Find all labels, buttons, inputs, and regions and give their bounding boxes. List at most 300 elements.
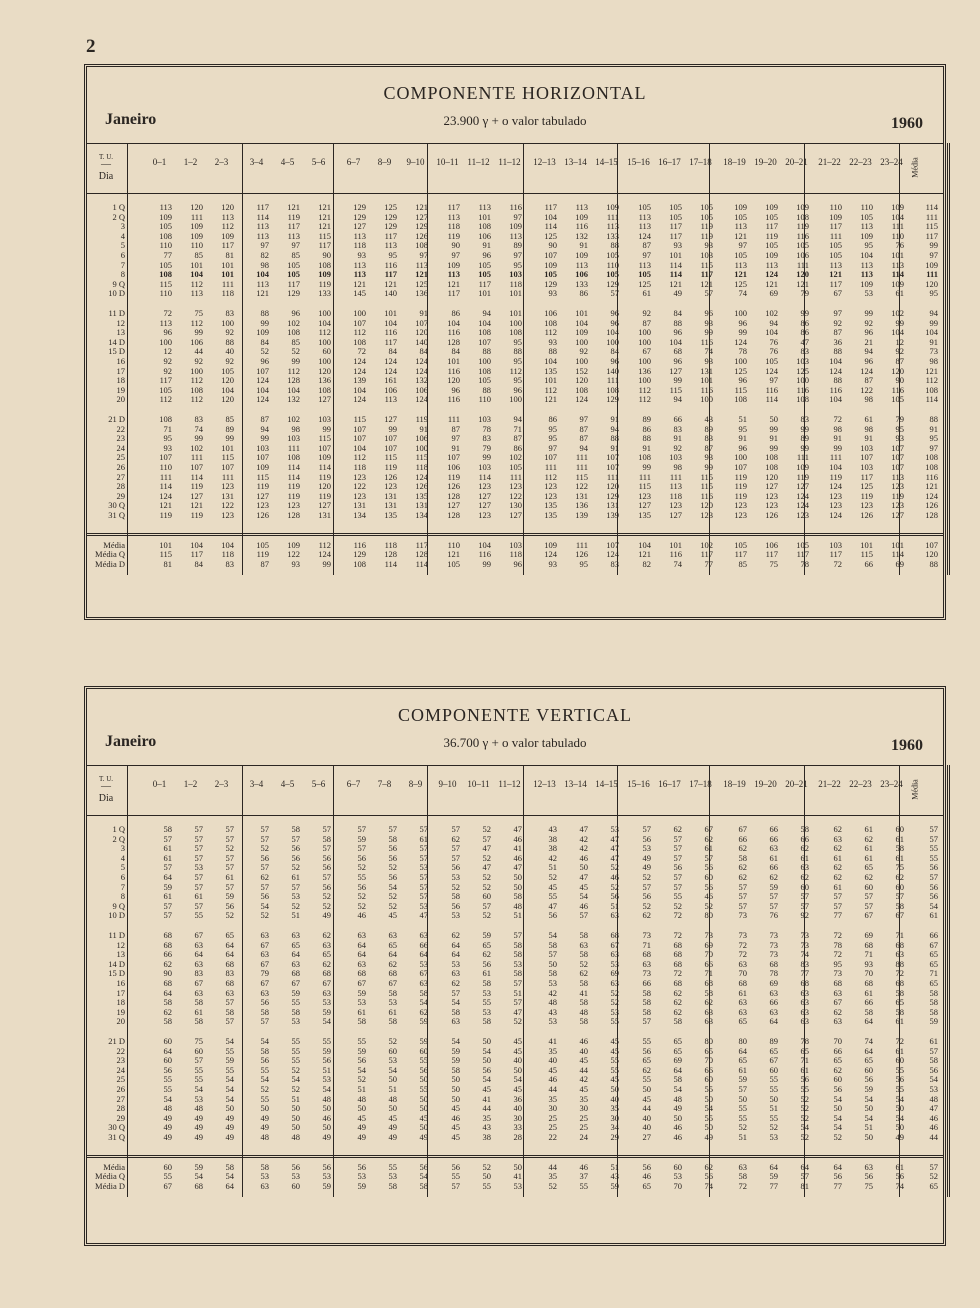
- table-cell: 84: [260, 336, 269, 347]
- table-cell: 81: [225, 249, 234, 260]
- table-cell: 67: [642, 346, 651, 357]
- table-cell: 100: [638, 327, 651, 338]
- table-cell: 40: [579, 1045, 588, 1056]
- table-cell: 57: [642, 1016, 651, 1027]
- table-cell: 113: [415, 259, 428, 270]
- summary-cell: 54: [419, 1171, 428, 1182]
- table-cell: 57: [451, 987, 460, 998]
- summary-cell: 106: [765, 539, 778, 550]
- summary-column: [749, 541, 778, 570]
- table-cell: 64: [451, 949, 460, 960]
- table-cell: 129: [544, 278, 557, 289]
- value-column: [718, 309, 747, 405]
- table-cell: 57: [163, 862, 172, 873]
- table-cell: 58: [451, 891, 460, 902]
- column-rule: [947, 143, 950, 575]
- table-cell: 59: [451, 1045, 460, 1056]
- table-cell: 57: [642, 824, 651, 834]
- table-cell: 136: [638, 365, 651, 376]
- table-cell: 113: [478, 202, 491, 212]
- table-cell: 119: [159, 509, 172, 520]
- table-cell: 145: [353, 288, 366, 299]
- summary-cell: 53: [357, 1171, 366, 1182]
- summary-cell: 118: [509, 549, 522, 560]
- table-cell: 108: [544, 317, 557, 328]
- table-cell: 101: [509, 308, 522, 318]
- table-cell: 91: [579, 240, 588, 251]
- value-column: [590, 825, 619, 921]
- summary-cell: 99: [322, 558, 331, 569]
- table-cell: 123: [765, 490, 778, 501]
- table-cell: 59: [163, 881, 172, 892]
- table-cell: 48: [673, 1093, 682, 1104]
- day-label: 6: [120, 249, 125, 260]
- table-cell: 58: [895, 1006, 904, 1017]
- table-cell: 92: [163, 365, 172, 376]
- table-cell: 62: [451, 833, 460, 844]
- summary-column: [431, 1163, 460, 1192]
- table-cell: 49: [388, 1122, 397, 1133]
- summary-column: [909, 541, 938, 570]
- table-cell: 74: [864, 1036, 873, 1046]
- table-cell: 54: [225, 1093, 234, 1104]
- table-cell: 59: [451, 1055, 460, 1066]
- table-cell: 58: [929, 1055, 938, 1066]
- table-cell: 117: [256, 202, 269, 212]
- table-cell: 71: [929, 968, 938, 979]
- table-cell: 62: [419, 1006, 428, 1017]
- hour-header: 21–22: [818, 157, 841, 167]
- day-label: 1 Q: [112, 824, 125, 834]
- table-cell: 126: [447, 481, 460, 492]
- table-cell: 55: [419, 1055, 428, 1066]
- table-cell: 59: [225, 891, 234, 902]
- value-column: [749, 825, 778, 921]
- table-cell: 66: [769, 824, 778, 834]
- value-column: [399, 1037, 428, 1143]
- table-cell: 46: [673, 1122, 682, 1133]
- table-cell: 112: [353, 452, 366, 463]
- table-cell: 57: [260, 824, 269, 834]
- summary-cell: 107: [606, 539, 619, 550]
- column-rule: [242, 765, 243, 1197]
- table-cell: 96: [738, 442, 747, 453]
- day-label: 21 D: [108, 1036, 125, 1046]
- table-cell: 66: [800, 833, 809, 844]
- summary-cell: 122: [287, 549, 300, 560]
- table-cell: 124: [415, 394, 428, 405]
- table-cell: 116: [509, 202, 522, 212]
- table-cell: 119: [415, 414, 428, 424]
- summary-cell: 107: [925, 539, 938, 550]
- value-column: [462, 931, 491, 1027]
- table-cell: 101: [447, 355, 460, 366]
- table-cell: 57: [482, 900, 491, 911]
- summary-cell: 115: [860, 549, 873, 560]
- table-cell: 109: [891, 202, 904, 212]
- table-cell: 134: [353, 509, 366, 520]
- table-cell: 104: [891, 327, 904, 338]
- table-cell: 123: [509, 481, 522, 492]
- table-cell: 52: [482, 871, 491, 882]
- table-cell: 45: [513, 1083, 522, 1094]
- summary-cell: 56: [642, 1161, 651, 1172]
- table-cell: 61: [163, 843, 172, 854]
- table-cell: 52: [642, 871, 651, 882]
- table-cell: 56: [322, 852, 331, 863]
- summary-cell: 55: [482, 1180, 491, 1191]
- table-cell: 123: [638, 490, 651, 501]
- table-cell: 52: [833, 1131, 842, 1142]
- table-cell: 121: [415, 202, 428, 212]
- table-cell: 109: [829, 211, 842, 222]
- table-cell: 54: [833, 1112, 842, 1123]
- table-cell: 104: [353, 442, 366, 453]
- table-subtitle: 23.900 γ + o valor tabulado: [443, 113, 587, 128]
- table-cell: 56: [291, 852, 300, 863]
- table-cell: 108: [318, 259, 331, 270]
- table-cell: 67: [388, 977, 397, 988]
- table-cell: 88: [929, 414, 938, 424]
- table-cell: 58: [513, 939, 522, 950]
- summary-cell: 81: [800, 1180, 809, 1191]
- table-cell: 127: [415, 211, 428, 222]
- table-cell: 133: [575, 278, 588, 289]
- table-cell: 51: [610, 900, 619, 911]
- table-cell: 109: [256, 461, 269, 472]
- table-cell: 103: [287, 433, 300, 444]
- table-cell: 124: [353, 365, 366, 376]
- table-cell: 121: [287, 202, 300, 212]
- table-cell: 57: [738, 1083, 747, 1094]
- table-cell: 104: [575, 317, 588, 328]
- table-cell: 95: [738, 423, 747, 434]
- summary-cell: 56: [895, 1171, 904, 1182]
- table-cell: 45: [482, 1083, 491, 1094]
- day-label: 20: [116, 394, 125, 405]
- column-rule: [127, 765, 128, 1197]
- table-cell: 46: [929, 1112, 938, 1123]
- table-cell: 62: [704, 997, 713, 1008]
- table-cell: 99: [260, 433, 269, 444]
- table-cell: 110: [478, 394, 491, 405]
- table-cell: 92: [800, 910, 809, 921]
- table-cell: 54: [225, 1083, 234, 1094]
- table-cell: 57: [419, 824, 428, 834]
- table-cell: 104: [353, 384, 366, 395]
- table-cell: 47: [610, 843, 619, 854]
- horizontal-component-table: [84, 64, 946, 620]
- summary-cell: 56: [704, 1171, 713, 1182]
- table-cell: 99: [864, 308, 873, 318]
- table-cell: 68: [769, 958, 778, 969]
- table-cell: 123: [734, 500, 747, 511]
- table-cell: 95: [513, 375, 522, 386]
- value-column: [493, 1037, 522, 1143]
- table-cell: 152: [575, 365, 588, 376]
- table-cell: 35: [482, 1112, 491, 1123]
- table-cell: 121: [415, 269, 428, 280]
- table-cell: 106: [544, 308, 557, 318]
- summary-cell: 101: [860, 539, 873, 550]
- summary-cell: 121: [447, 549, 460, 560]
- table-cell: 108: [509, 327, 522, 338]
- table-cell: 126: [925, 500, 938, 511]
- table-cell: 63: [610, 949, 619, 960]
- table-cell: 127: [669, 509, 682, 520]
- column-rule: [804, 765, 805, 1197]
- table-cell: 65: [833, 1055, 842, 1066]
- summary-cell: 101: [669, 539, 682, 550]
- table-cell: 112: [221, 221, 234, 232]
- day-labels: [89, 825, 125, 921]
- column-rule: [804, 143, 805, 575]
- table-cell: 106: [447, 461, 460, 472]
- table-cell: 57: [610, 288, 619, 299]
- table-cell: 52: [451, 881, 460, 892]
- table-cell: 50: [513, 871, 522, 882]
- table-cell: 55: [548, 891, 557, 902]
- table-cell: 109: [159, 211, 172, 222]
- value-column: [271, 309, 300, 405]
- value-column: [559, 203, 588, 299]
- table-cell: 57: [673, 833, 682, 844]
- column-rule: [899, 143, 900, 575]
- summary-cell: 116: [353, 539, 366, 550]
- value-column: [718, 825, 747, 921]
- table-cell: 66: [738, 833, 747, 844]
- value-column: [271, 1037, 300, 1143]
- value-column: [143, 309, 172, 405]
- table-cell: 112: [925, 375, 938, 386]
- summary-cell: 72: [833, 558, 842, 569]
- value-column: [493, 825, 522, 921]
- hour-header: 21–22: [818, 779, 841, 789]
- table-cell: 55: [225, 1064, 234, 1075]
- table-cell: 61: [194, 1006, 203, 1017]
- table-cell: 54: [163, 1093, 172, 1104]
- table-cell: 54: [513, 1074, 522, 1085]
- summary-column: [271, 1163, 300, 1192]
- table-cell: 63: [322, 987, 331, 998]
- table-cell: 63: [769, 1006, 778, 1017]
- table-cell: 67: [895, 910, 904, 921]
- table-cell: 123: [700, 509, 713, 520]
- value-column: [205, 1037, 234, 1143]
- table-cell: 50: [579, 862, 588, 873]
- table-cell: 113: [891, 471, 904, 482]
- value-column: [909, 825, 938, 921]
- table-cell: 99: [800, 442, 809, 453]
- table-cell: 47: [610, 852, 619, 863]
- table-cell: 96: [610, 355, 619, 366]
- table-cell: 66: [769, 862, 778, 873]
- table-cell: 126: [765, 509, 778, 520]
- table-cell: 84: [388, 346, 397, 357]
- table-cell: 127: [318, 394, 331, 405]
- table-cell: 113: [384, 240, 397, 251]
- value-column: [653, 309, 682, 405]
- table-cell: 67: [291, 977, 300, 988]
- table-cell: 135: [384, 509, 397, 520]
- table-cell: 64: [357, 939, 366, 950]
- table-cell: 56: [388, 843, 397, 854]
- hour-header: 2–3: [214, 157, 229, 167]
- summary-column: [590, 541, 619, 570]
- table-cell: 54: [864, 1112, 873, 1123]
- table-cell: 74: [738, 288, 747, 299]
- table-cell: 107: [190, 461, 203, 472]
- table-cell: 68: [895, 977, 904, 988]
- table-cell: 55: [194, 910, 203, 921]
- value-column: [431, 825, 460, 921]
- table-cell: 62: [895, 871, 904, 882]
- rule: [87, 143, 943, 144]
- table-cell: 109: [796, 461, 809, 472]
- table-cell: 119: [700, 221, 713, 232]
- summary-column: [271, 541, 300, 570]
- summary-column: [718, 541, 747, 570]
- summary-cell: 54: [194, 1171, 203, 1182]
- table-cell: 55: [419, 1083, 428, 1094]
- table-cell: 68: [610, 930, 619, 940]
- table-cell: 105: [478, 375, 491, 386]
- table-cell: 123: [860, 500, 873, 511]
- table-cell: 111: [925, 211, 938, 222]
- table-cell: 96: [673, 355, 682, 366]
- table-cell: 121: [925, 365, 938, 376]
- table-cell: 61: [864, 824, 873, 834]
- dash: —: [101, 781, 111, 792]
- table-cell: 124: [415, 471, 428, 482]
- table-cell: 90: [895, 375, 904, 386]
- table-cell: 52: [388, 900, 397, 911]
- table-cell: 121: [544, 394, 557, 405]
- summary-cell: 55: [163, 1171, 172, 1182]
- vertical-component-table: [84, 686, 946, 1246]
- table-cell: 113: [509, 230, 522, 241]
- table-cell: 41: [482, 1093, 491, 1104]
- table-cell: 87: [833, 327, 842, 338]
- value-column: [205, 931, 234, 1027]
- table-cell: 50: [451, 1074, 460, 1085]
- table-cell: 98: [260, 259, 269, 270]
- table-cell: 49: [260, 1122, 269, 1133]
- hour-header: 12–13: [533, 779, 556, 789]
- table-cell: 83: [800, 414, 809, 424]
- table-cell: 68: [163, 930, 172, 940]
- table-cell: 55: [642, 1036, 651, 1046]
- table-cell: 104: [925, 327, 938, 338]
- day-label: 23: [116, 433, 125, 444]
- table-cell: 127: [478, 490, 491, 501]
- table-cell: 136: [575, 500, 588, 511]
- table-cell: 57: [194, 824, 203, 834]
- table-cell: 123: [544, 481, 557, 492]
- table-cell: 114: [925, 202, 938, 212]
- table-cell: 88: [673, 317, 682, 328]
- summary-column: [337, 541, 366, 570]
- table-cell: 93: [704, 317, 713, 328]
- table-cell: 97: [548, 442, 557, 453]
- table-cell: 24: [579, 1131, 588, 1142]
- table-cell: 49: [642, 852, 651, 863]
- table-cell: 50: [864, 1103, 873, 1114]
- summary-cell: 109: [544, 539, 557, 550]
- table-cell: 46: [451, 1112, 460, 1123]
- summary-rule: [87, 533, 943, 536]
- table-cell: 50: [738, 1093, 747, 1104]
- table-cell: 52: [322, 891, 331, 902]
- table-cell: 113: [159, 317, 172, 328]
- table-cell: 12: [895, 336, 904, 347]
- hour-header: 1–2: [183, 779, 198, 789]
- table-cell: 101: [509, 288, 522, 299]
- table-cell: 57: [260, 881, 269, 892]
- table-cell: 61: [895, 1016, 904, 1027]
- table-cell: 50: [482, 1036, 491, 1046]
- table-cell: 129: [606, 394, 619, 405]
- table-cell: 53: [357, 997, 366, 1008]
- table-cell: 82: [260, 249, 269, 260]
- table-cell: 43: [548, 824, 557, 834]
- value-column: [559, 931, 588, 1027]
- table-cell: 116: [829, 384, 842, 395]
- table-cell: 135: [544, 509, 557, 520]
- table-cell: 129: [415, 221, 428, 232]
- table-cell: 58: [929, 997, 938, 1008]
- table-cell: 92: [579, 346, 588, 357]
- column-rule: [523, 143, 524, 575]
- table-cell: 77: [800, 968, 809, 979]
- table-cell: 36: [833, 336, 842, 347]
- table-cell: 83: [482, 433, 491, 444]
- table-cell: 56: [673, 862, 682, 873]
- table-cell: 106: [190, 336, 203, 347]
- summary-cell: 66: [864, 558, 873, 569]
- table-cell: 101: [544, 375, 557, 386]
- summary-cell: 117: [700, 549, 713, 560]
- table-cell: 112: [638, 394, 651, 405]
- day-label: 8: [120, 891, 125, 902]
- table-cell: 63: [800, 862, 809, 873]
- summary-cell: 64: [800, 1161, 809, 1172]
- value-column: [622, 825, 651, 921]
- table-cell: 48: [357, 1093, 366, 1104]
- table-cell: 59: [929, 1016, 938, 1027]
- table-cell: 83: [673, 423, 682, 434]
- table-cell: 123: [796, 509, 809, 520]
- table-cell: 58: [225, 1006, 234, 1017]
- summary-column: [462, 1163, 491, 1192]
- summary-cell: 112: [318, 539, 331, 550]
- table-cell: 56: [929, 1064, 938, 1075]
- day-label: 14 D: [108, 336, 125, 347]
- table-cell: 113: [860, 221, 873, 232]
- table-cell: 57: [260, 862, 269, 873]
- value-column: [528, 415, 557, 521]
- table-cell: 127: [256, 490, 269, 501]
- table-cell: 106: [478, 230, 491, 241]
- table-cell: 117: [669, 230, 682, 241]
- table-cell: 86: [579, 288, 588, 299]
- table-cell: 55: [738, 1112, 747, 1123]
- table-cell: 109: [190, 221, 203, 232]
- table-cell: 111: [638, 471, 651, 482]
- table-cell: 68: [738, 977, 747, 988]
- table-cell: 40: [642, 1122, 651, 1133]
- table-cell: 119: [734, 481, 747, 492]
